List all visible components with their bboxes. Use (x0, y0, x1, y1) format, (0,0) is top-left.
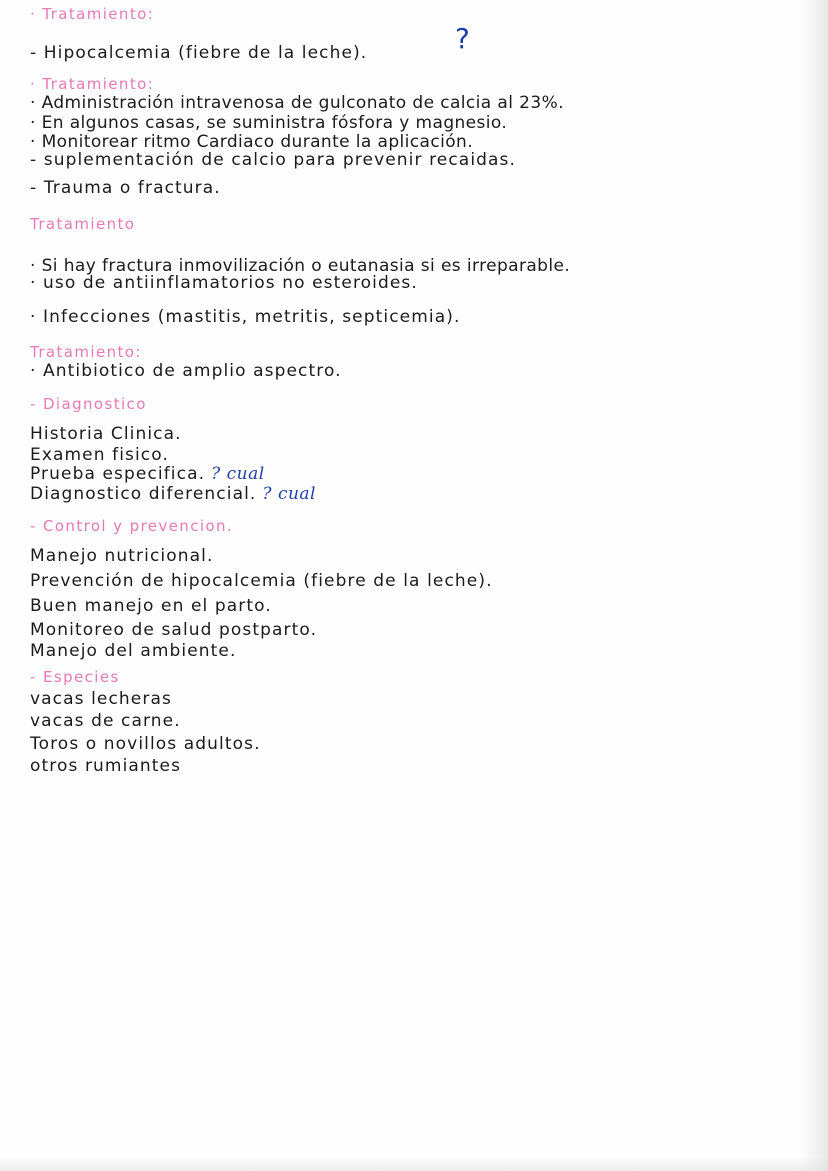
especie-item-carne: vacas de carne. (30, 711, 181, 731)
especie-item-rumiantes: otros rumiantes (30, 756, 182, 776)
prueba-note: ? cual (211, 464, 265, 484)
diagnostico-item-prueba (30, 464, 265, 484)
treatment-item-antibiotico: · Antibiotico de amplio aspectro. (30, 361, 342, 381)
page-bottom-shadow (0, 1157, 828, 1171)
treatment-item-antiinflamatorios: · uso de antiinflamatorios no esteroides. (30, 273, 418, 293)
treatment-item-fosforo: · En algunos casas, se suministra fósfora y magnesio. (30, 113, 508, 133)
treatment-item-fractura: · Si hay fractura inmovilización o eutanasia si es irreparable. (30, 256, 571, 276)
treatment-item-intravenosa: · Administración intravenosa de gulconato de calcia al 23%. (30, 93, 564, 113)
heading-tratamiento-trauma: Tratamiento (30, 215, 136, 233)
heading-tratamiento-infecciones: Tratamiento: (30, 343, 142, 361)
diagnostico-item-diferencial (30, 484, 316, 504)
treatment-item-suplementacion: - suplementación de calcio para prevenir recaidas. (30, 150, 517, 170)
prevencion-item-postparto: Monitoreo de salud postparto. (30, 620, 318, 640)
especie-item-lecheras: vacas lecheras (30, 689, 172, 709)
prevencion-item-ambiente: Manejo del ambiente. (30, 641, 237, 661)
heading-diagnostico: - Diagnostico (30, 395, 147, 413)
heading-tratamiento-hipocalcemia: · Tratamiento: (30, 75, 155, 93)
heading-tratamiento-top: · Tratamiento: (30, 5, 155, 23)
page-edge-shadow (798, 0, 828, 1171)
diagnostico-item-examen: Examen fisico. (30, 445, 169, 465)
prevencion-item-parto: Buen manejo en el parto. (30, 596, 272, 616)
prueba-text: Prueba especifica. (30, 464, 206, 484)
heading-especies: - Especies (30, 668, 120, 686)
condition-infecciones: · Infecciones (mastitis, metritis, septicemia). (30, 307, 461, 327)
question-mark-annotation: ? (455, 22, 470, 55)
diferencial-note: ? cual (262, 484, 316, 504)
diagnostico-item-historia: Historia Clinica. (30, 424, 182, 444)
prevencion-item-nutricional: Manejo nutricional. (30, 546, 214, 566)
diferencial-text: Diagnostico diferencial. (30, 484, 257, 504)
condition-trauma: - Trauma o fractura. (30, 178, 221, 198)
heading-control-prevencion: - Control y prevencion. (30, 517, 234, 535)
treatment-item-ritmo: · Monitorear ritmo Cardiaco durante la aplicación. (30, 132, 474, 152)
especie-item-toros: Toros o novillos adultos. (30, 734, 261, 754)
prevencion-item-hipocalcemia: Prevención de hipocalcemia (fiebre de la leche). (30, 571, 493, 591)
condition-hipocalcemia: - Hipocalcemia (fiebre de la leche). (30, 43, 368, 63)
